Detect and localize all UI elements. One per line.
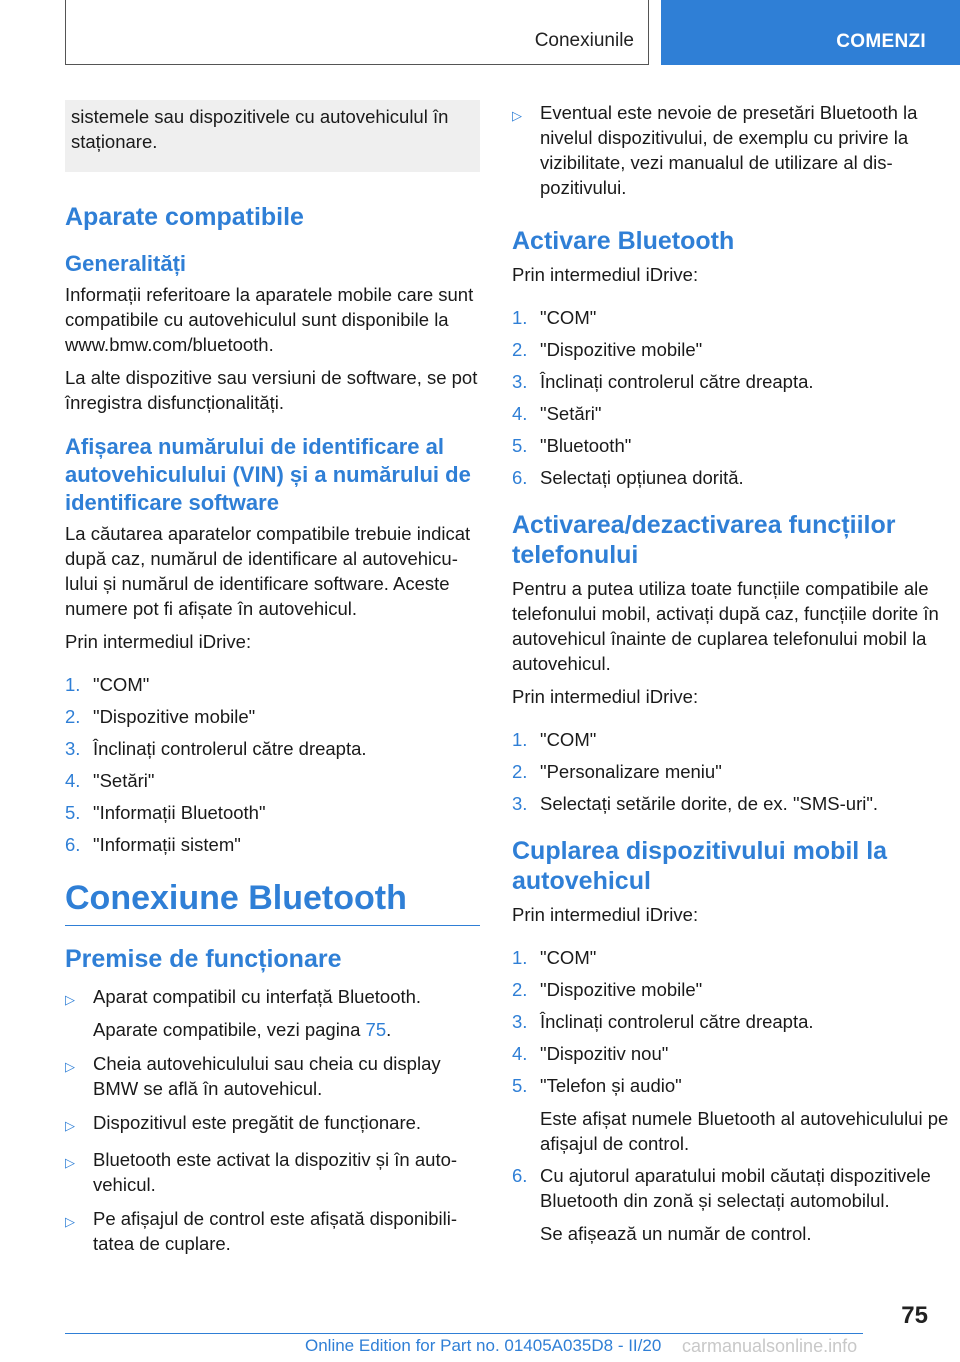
paragraph: Prin intermediul iDrive: <box>65 631 252 652</box>
list-item: 2. "Dispozitive mobile" <box>65 706 256 727</box>
list-item: 6. "Informații sistem" <box>65 834 241 855</box>
footer-edition: Online Edition for Part no. 01405A035D8 - II/20 <box>305 1336 662 1355</box>
list-item: ▷ Eventual este nevoie de presetări Bluetooth la nivelul dispozitivului, de exemplu cu privire la vizibilitate, vezi manualul de utilizare al dispozitivului. <box>512 102 918 198</box>
heading-cuplare: Cuplarea dispozitivului mobil la autovehicul <box>512 837 888 895</box>
page-number: 75 <box>901 1302 928 1329</box>
heading-conexiune-bluetooth: Conexiune Bluetooth <box>65 877 480 926</box>
list-item: 2. "Dispozitive mobile" <box>512 339 703 360</box>
list-item: ▷ Aparat compatibil cu interfață Bluetooth. Aparate compatibile, vezi pagina 75. <box>65 986 422 1040</box>
triangle-bullet-icon: ▷ <box>65 1214 75 1229</box>
triangle-bullet-icon: ▷ <box>65 1155 75 1170</box>
tab-comenzi[interactable] <box>661 0 960 65</box>
steps-list <box>512 727 952 816</box>
list-item: 1. "COM" <box>65 674 150 695</box>
heading-vin: Afișarea numărului de identificare al autovehiculului (VIN) și a numărului de identificare software <box>65 434 471 515</box>
list-item: 4. "Dispozitiv nou" <box>512 1043 669 1064</box>
paragraph: Prin intermediul iDrive: <box>512 264 699 285</box>
list-item: 2. "Personalizare meniu" <box>512 761 722 782</box>
list-item: 6. Selectați opțiunea dorită. <box>512 467 744 488</box>
watermark: carmanualsonline.info <box>682 1336 858 1356</box>
paragraph: Pentru a putea utiliza toate funcțiile compatibile ale telefonului mobil, activați după caz, funcțiile dorite în autovehicul înainte de cuplarea telefonului mobil la autovehicul. <box>512 578 939 674</box>
page-link[interactable]: 75 <box>365 1019 387 1040</box>
list-item: ▷ Pe afișajul de control este afișată disponibilitatea de cuplare. <box>65 1208 458 1254</box>
heading-functii-telefon: Activarea/dezactivarea funcțiilor telefonului <box>512 511 896 569</box>
steps-list <box>512 305 952 490</box>
paragraph: Prin intermediul iDrive: <box>512 686 699 707</box>
triangle-bullet-icon: ▷ <box>512 108 522 123</box>
list-item: 4. "Setări" <box>512 403 602 424</box>
paragraph: Informații referitoare la aparatele mobile care sunt compatibile cu autovehiculul sunt disponibile la www.bmw.com/bluetooth. <box>65 284 474 355</box>
list-item: ▷ Cheia autovehiculului sau cheia cu display BMW se află în autovehicul. <box>65 1053 441 1099</box>
list-item: 1. "COM" <box>512 729 597 750</box>
note-box <box>65 100 480 172</box>
list-item: 3. Înclinați controlerul către dreapta. <box>65 738 367 759</box>
list-item: 3. Înclinați controlerul către dreapta. <box>512 371 814 392</box>
list-item: 5. "Telefon și audio" Este afișat numele Bluetooth al autovehiculului pe afișajul de control. <box>512 1075 949 1154</box>
note-text: sistemele sau dispozitivele cu autovehiculul în staționare. <box>71 106 449 152</box>
footer-divider <box>65 1333 863 1334</box>
right-column <box>512 100 952 1266</box>
list-item: ▷ Dispozitivul este pregătit de funcționare. <box>65 1110 480 1138</box>
triangle-bullet-icon: ▷ <box>65 1118 75 1133</box>
list-item: 3. Înclinați controlerul către dreapta. <box>512 1011 814 1032</box>
paragraph: Prin intermediul iDrive: <box>512 904 699 925</box>
chapter-title: Conexiunile <box>534 30 634 51</box>
heading-generalitati: Generalități <box>65 251 187 276</box>
list-item: ▷ Bluetooth este activat la dispozitiv și în autovehicul. <box>65 1149 458 1195</box>
steps-list <box>65 672 480 857</box>
heading-activare-bluetooth: Activare Bluetooth <box>512 227 735 255</box>
triangle-bullet-icon: ▷ <box>65 992 75 1007</box>
premise-list <box>65 984 480 1256</box>
left-column <box>65 100 480 1266</box>
header-box <box>65 0 649 65</box>
heading-compatibile: Aparate compatibile <box>65 203 304 231</box>
list-item: 3. Selectați setările dorite, de ex. "SMS-uri". <box>512 793 879 814</box>
list-item: 2. "Dispozitive mobile" <box>512 979 703 1000</box>
heading-premise: Premise de funcționare <box>65 945 342 973</box>
continued-list <box>512 100 952 200</box>
steps-list <box>512 945 952 1246</box>
paragraph: La căutarea aparatelor compatibile trebuie indicat după caz, numărul de identificare al autovehiculului și numărul de identificare software. Aceste numere pot fi afișate în autovehicul. <box>65 523 471 619</box>
tab-comenzi-label: COMENZI <box>836 31 926 52</box>
list-item: 6. Cu ajutorul aparatului mobil căutați dispozitivele Bluetooth din zonă și selectați automobilul. Se afișează un număr de control. <box>512 1165 931 1244</box>
list-item: 4. "Setări" <box>65 770 155 791</box>
list-item: 1. "COM" <box>512 947 597 968</box>
list-item: 5. "Bluetooth" <box>512 435 632 456</box>
paragraph: La alte dispozitive sau versiuni de software, se pot înregistra disfuncționalități. <box>65 367 478 413</box>
list-item: 5. "Informații Bluetooth" <box>65 802 266 823</box>
triangle-bullet-icon: ▷ <box>65 1059 75 1074</box>
list-item: 1. "COM" <box>512 307 597 328</box>
